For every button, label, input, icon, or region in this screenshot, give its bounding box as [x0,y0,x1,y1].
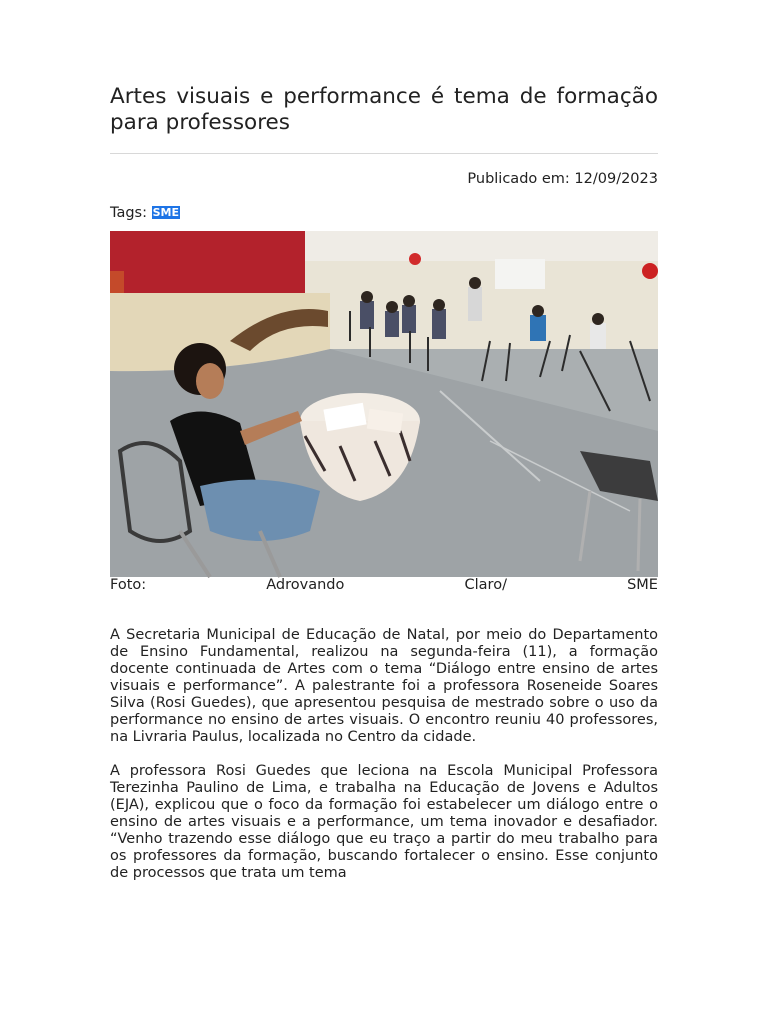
photo-caption [110,577,658,594]
tags-label: Tags: [110,205,147,221]
article-title: Artes visuais e performance é tema de formação para professores [110,84,658,135]
title-divider [110,153,658,154]
caption-part: SME [627,577,658,593]
caption-part: Foto: [110,577,147,593]
tag-sme-link[interactable]: SME [152,206,179,219]
article-paragraph-clip [110,763,658,885]
article-photo [110,231,658,577]
caption-part: Claro/ [464,577,507,593]
tags-row [110,204,658,222]
article-paragraph: A professora Rosi Guedes que leciona na Escola Municipal Professora Terezinha Paulino de Lima, e trabalha na Educação de Jovens e Adultos (EJA), explicou que o foco da formação foi estabelecer um diálogo entre o ensino de artes visuais e a performance, um tema inovador e desafiador. “Venho trazendo esse diálogo que eu traço a partir do meu trabalho para os professores da formação, buscando fortalecer o ensino. Esse conjunto de processos que trata um tema [110,763,658,881]
caption-part: Adrovando [266,577,345,593]
article-paragraph: A Secretaria Municipal de Educação de Natal, por meio do Departamento de Ensino Fundamental, realizou na segunda-feira (11), a formação docente continuada de Artes com o tema “Diálogo entre ensino de artes visuais e performance”. A palestrante foi a professora Roseneide Soares Silva (Rosi Guedes), que apresentou pesquisa de mestrado sobre o uso da performance no ensino de artes visuais. O encontro reuniu 40 professores, na Livraria Paulus, localizada no Centro da cidade. [110,627,658,745]
article [110,84,658,885]
published-date: Publicado em: 12/09/2023 [467,171,658,187]
